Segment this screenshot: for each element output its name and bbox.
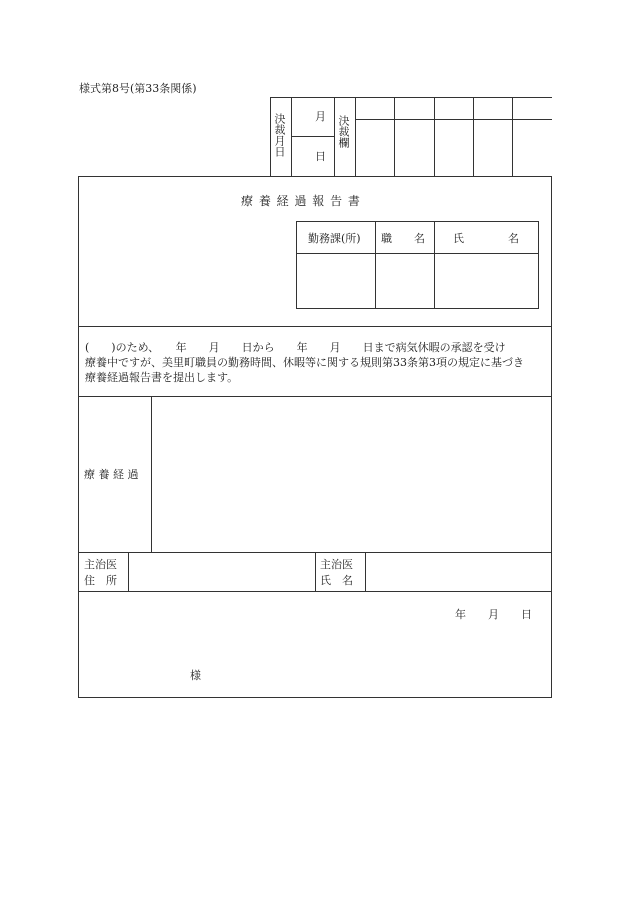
staff-header-department: 勤務課(所) — [308, 232, 361, 245]
form-number-label: 様式第8号(第33条関係) — [79, 82, 197, 95]
statement-line-1: ( )のため、 年 月 日から 年 月 日まで病気休暇の承認を受け — [85, 341, 506, 354]
progress-label: 療 養 経 過 — [84, 468, 139, 481]
approval-stamp-cell-2[interactable] — [395, 120, 433, 176]
statement-line-2: 療養中ですが、美里町職員の勤務時間、休暇等に関する規則第33条第3項の規定に基づき — [85, 356, 524, 369]
doctor-name-label-2: 氏 名 — [320, 574, 353, 587]
doctor-address-label-1: 主治医 — [84, 558, 117, 571]
approval-day-label: 日 — [315, 150, 326, 163]
position-field[interactable] — [376, 254, 434, 308]
addressee-field[interactable] — [90, 668, 185, 686]
name-field[interactable] — [435, 254, 538, 308]
progress-field[interactable] — [152, 397, 551, 552]
approval-stamp-cell-4[interactable] — [474, 120, 511, 176]
doctor-name-field[interactable] — [366, 553, 551, 591]
doctor-name-label-1: 主治医 — [320, 558, 353, 571]
department-field[interactable] — [297, 254, 375, 308]
staff-header-name: 氏 名 — [453, 232, 519, 245]
approval-stamp-cell-3[interactable] — [435, 120, 472, 176]
addressee-suffix: 様 — [190, 669, 201, 682]
approval-date-label: 決裁月日 — [273, 113, 286, 157]
date-field[interactable] — [420, 603, 545, 623]
approval-stamp-cell-5[interactable] — [513, 120, 551, 176]
statement-line-3: 療養経過報告書を提出します。 — [85, 371, 239, 384]
doctor-address-field[interactable] — [129, 553, 315, 591]
approval-stamp-cell-1[interactable] — [356, 120, 393, 176]
document-title: 療 養 経 過 報 告 書 — [241, 194, 361, 208]
doctor-address-label-2: 住 所 — [84, 574, 117, 587]
approval-column-label: 決裁欄 — [337, 115, 350, 148]
approval-month-label: 月 — [315, 110, 326, 123]
date-line: 年 月 日 — [455, 608, 532, 621]
staff-header-position: 職 名 — [381, 232, 425, 245]
